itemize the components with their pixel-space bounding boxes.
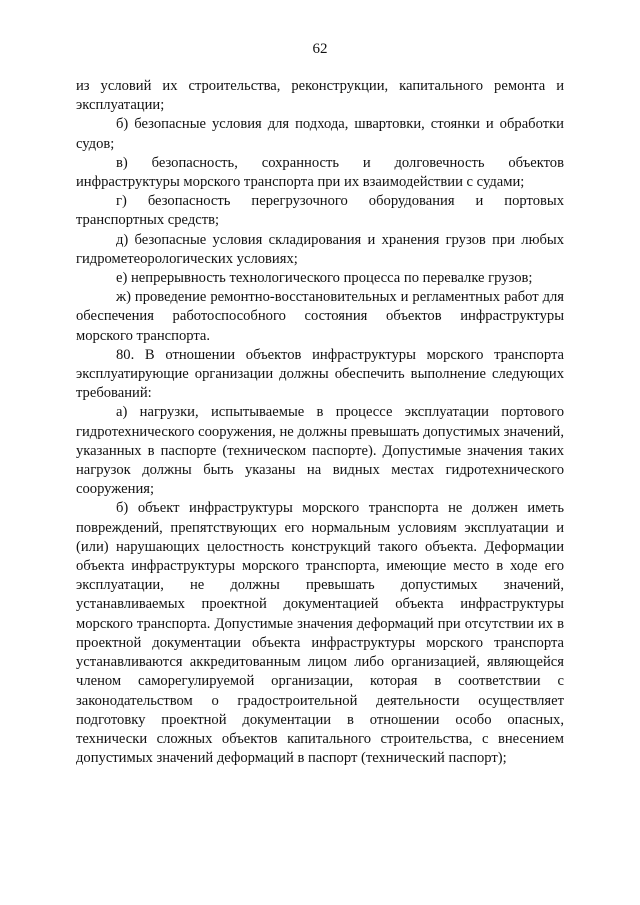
paragraph-item-d: д) безопасные условия складирования и хранения грузов при любых гидрометеорологических условиях; [76,231,564,267]
paragraph-clause-80: 80. В отношении объектов инфраструктуры морского транспорта эксплуатирующие организации должны обеспечить выполнение следующих требований: [76,346,564,402]
paragraph-continuation: из условий их строительства, реконструкции, капитального ремонта и эксплуатации; [76,78,564,114]
paragraph-item-e: е) непрерывность технологического процесса по перевалке грузов; [116,270,533,287]
paragraph-item-b-2: б) объект инфраструктуры морского транспорта не должен иметь повреждений, препятствующих его нормальным условиям эксплуатации и (или) нарушающих целостность конструкций такого объекта. Деформации объекта инфраструктуры морского транспорта, имеющие место в ходе его эксплуатации, не должны превышать допустимых значений, устанавливаемых проектной документацией объекта инфраструктуры морского транспорта. Допустимые значения деформаций при отсутствии их в проектной документации объекта инфраструктуры морского транспорта устанавливаются аккредитованным лицом либо организацией, являющейся членом саморегулируемой организации, которая в соответствии с законодательством о градостроительной деятельности осуществляет подготовку проектной документации в отношении особо опасных, технически сложных объектов капитального строительства, с внесением допустимых значений деформаций в паспорт (технический паспорт); [76,500,564,767]
paragraph-item-g: г) безопасность перегрузочного оборудования и портовых транспортных средств; [76,193,564,229]
paragraph-item-v: в) безопасность, сохранность и долговечность объектов инфраструктуры морского транспорта при их взаимодействии с судами; [76,154,564,191]
document-body [76,77,564,768]
paragraph-item-zh: ж) проведение ремонтно-восстановительных и регламентных работ для обеспечения работоспособного состояния объектов инфраструктуры морского транспорта. [76,289,564,344]
paragraph-item-a: а) нагрузки, испытываемые в процессе эксплуатации портового гидротехнического сооружения, не должны превышать допустимых значений, указанных в паспорте (техническом паспорте). Допустимые значения таких нагрузок должны быть указаны на видных местах гидротехнического сооружения; [76,404,564,498]
paragraph-item-b: б) безопасные условия для подхода, швартовки, стоянки и обработки судов; [76,116,564,152]
page-number: 62 [312,41,328,57]
